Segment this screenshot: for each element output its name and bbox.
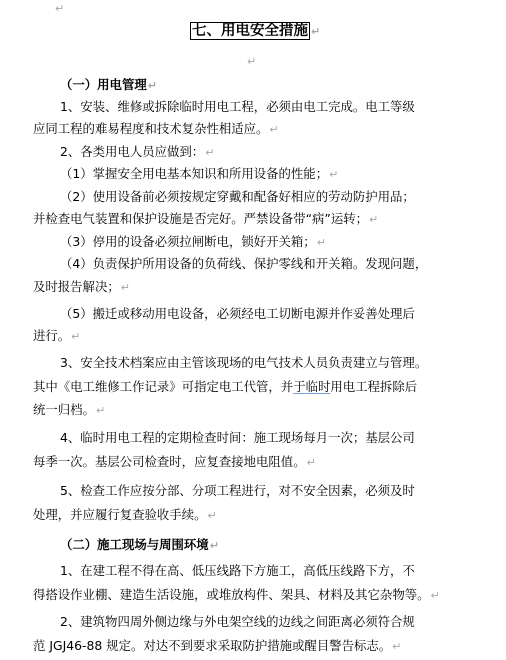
list-item: 并检查电气装置和保护设施是否完好。严禁设备带“病”运转；↵ [33, 211, 379, 226]
list-item: 及时报告解决；↵ [33, 279, 130, 294]
list-item: （5）搬迁或移动用电设备，必须经电工切断电源并作妥善处理后 [60, 306, 415, 321]
list-item: （3）停用的设备必须拉闸断电，锁好开关箱；↵ [60, 234, 326, 249]
paragraph-line: 范 JGJ46-88 规定。对达不到要求采取防护措施或醒目警告标志。↵ [33, 638, 402, 653]
list-item: （2）使用设备前必须按规定穿戴和配备好相应的劳动防护用品； [60, 189, 415, 204]
paragraph-line: 统一归档。↵ [33, 402, 106, 417]
section-heading: （一）用电管理↵ [60, 77, 157, 92]
document-title: 七、用电安全措施 ↵ [192, 23, 321, 39]
paragraph-line: 5、检查工作应按分部、分项工程进行，对不安全因素，必须及时 [60, 483, 415, 498]
list-item: 进行。↵ [33, 328, 81, 343]
underlined-text: 于临时 [293, 379, 331, 394]
paragraph-line: 处理，并应履行复查验收手续。↵ [33, 507, 217, 522]
list-item: （4）负责保护所用设备的负荷线、保护零线和开关箱。发现问题， [60, 256, 428, 271]
paragraph-line: 3、安全技术档案应由主管该现场的电气技术人员负责建立与管理。 [60, 355, 428, 370]
paragraph-line: 每季一次。基层公司检查时，应复查接地电阻值。↵ [33, 454, 316, 469]
paragraph-mark: ↵ [247, 55, 257, 68]
paragraph-line: 其中《电工维修工作记录》可指定电工代管，并于临时用电工程拆除后 [33, 379, 418, 394]
paragraph-line: 得搭设作业棚、建造生活设施，或堆放构件、架具、材料及其它杂物等。↵ [33, 587, 440, 602]
list-item: （1）掌握安全用电基本知识和所用设备的性能；↵ [60, 166, 339, 181]
section-heading: （二）施工现场与周围环境↵ [60, 537, 219, 552]
paragraph-line: 应同工程的难易程度和技术复杂性相适应。↵ [33, 121, 279, 136]
paragraph-mark: ↵ [55, 2, 65, 15]
paragraph-line: 2、各类用电人员应做到：↵ [60, 144, 215, 159]
paragraph-line: 2、建筑物四周外侧边缘与外电架空线的边线之间距离必须符合规 [60, 614, 415, 629]
paragraph-line: 4、临时用电工程的定期检查时间：施工现场每月一次；基层公司 [60, 430, 415, 445]
paragraph-line: 1、在建工程不得在高、低压线路下方施工，高低压线路下方，不 [60, 563, 415, 578]
paragraph-line: 1、安装、维修或拆除临时用电工程，必须由电工完成。电工等级 [60, 99, 415, 114]
